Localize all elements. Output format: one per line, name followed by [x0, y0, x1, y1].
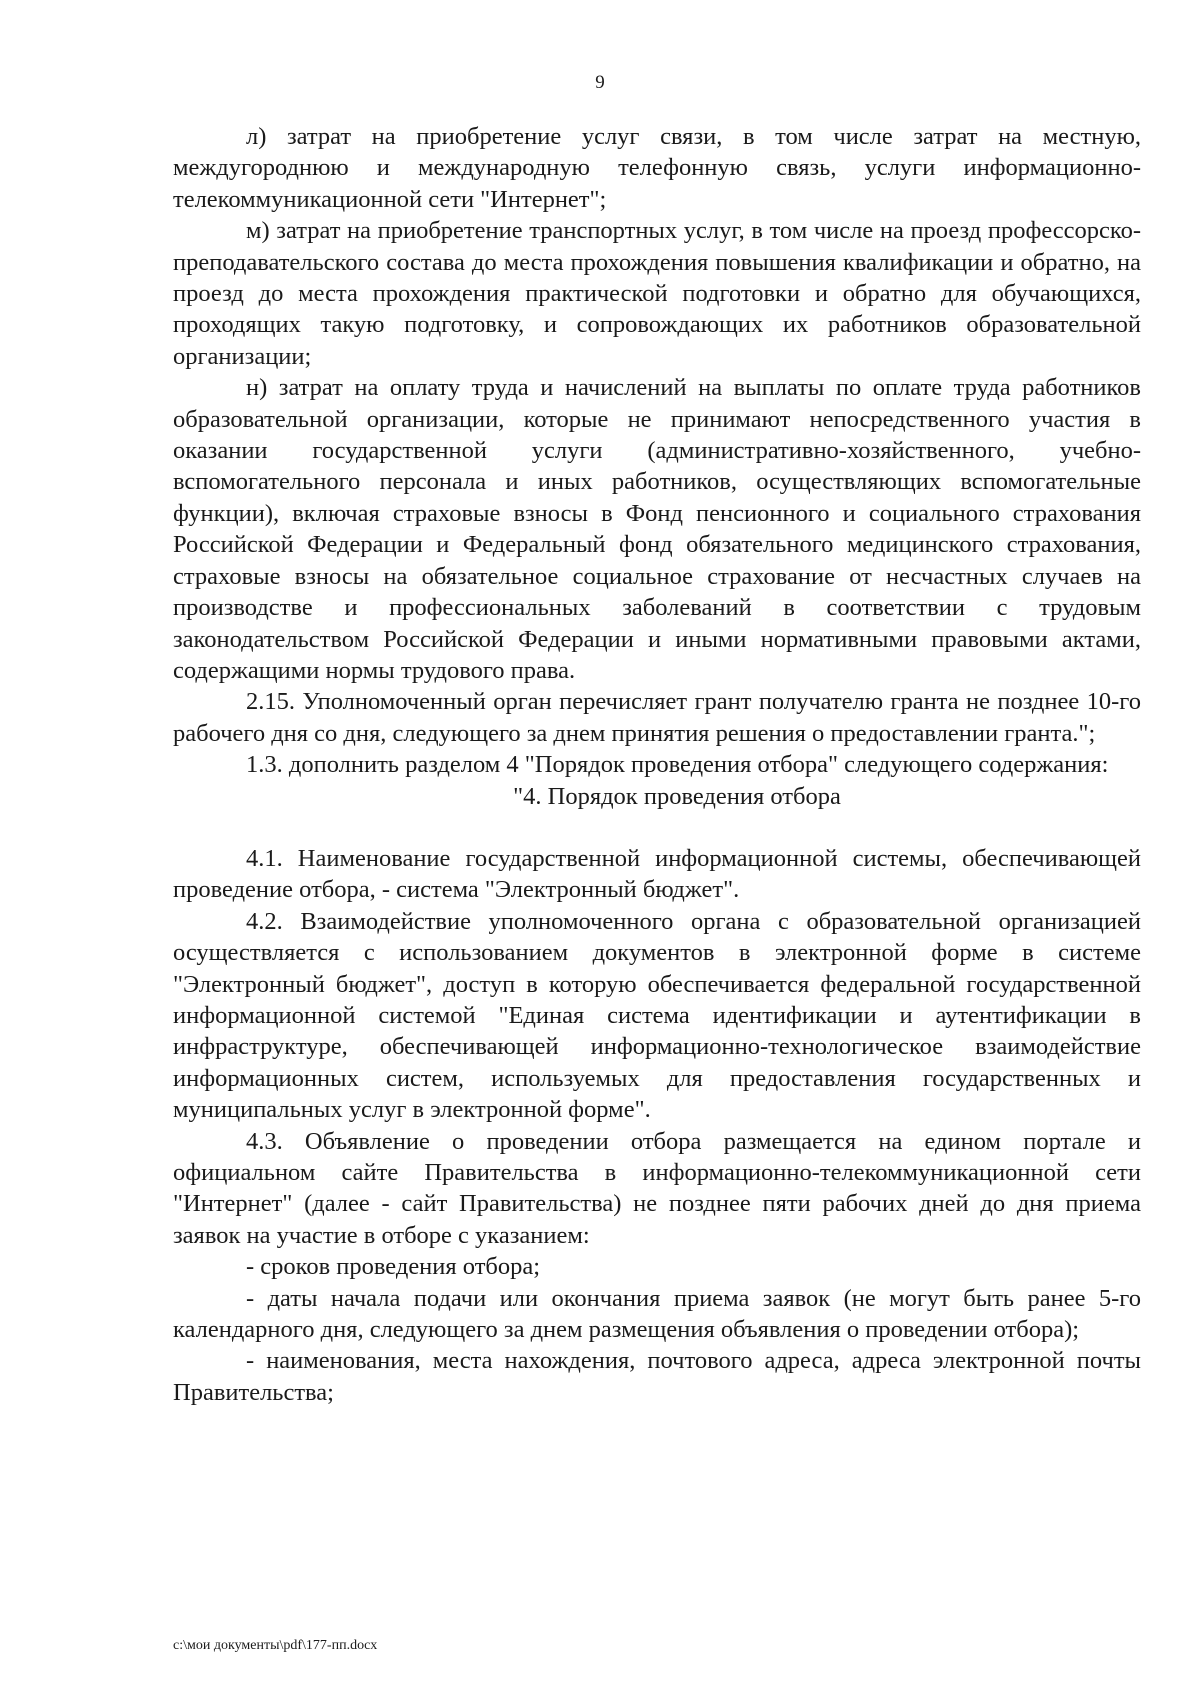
list-item-contacts: - наименования, места нахождения, почтового адреса, адреса электронной почты Правительства;	[173, 1347, 1141, 1406]
footer-file-path: c:\мои документы\pdf\177-пп.docx	[173, 1638, 378, 1653]
list-item-deadlines: - сроков проведения отбора;	[246, 1253, 541, 1281]
page-number: 9	[595, 72, 605, 93]
section-heading: "4. Порядок проведения отбора	[513, 782, 841, 810]
paragraph-item-m: м) затрат на приобретение транспортных услуг, в том числе на проезд профессорско-преподавательского состава до места прохождения повышения квалификации и обратно, на проезд до места прохождения практической подготовки и обратно для обучающихся, проходящих такую подготовку, и сопровождающих их работников образовательной организации;	[173, 217, 1141, 370]
list-item-dates: - даты начала подачи или окончания приема заявок (не могут быть ранее 5-го календарного дня, следующего за днем размещения объявления о проведении отбора);	[173, 1284, 1141, 1344]
paragraph-4-2: 4.2. Взаимодействие уполномоченного органа с образовательной организацией осуществляется с использованием документов в электронной форме в системе "Электронный бюджет", доступ в которую обеспечивается федеральной государственной информационной системой "Единая система идентификации и аутентификации в инфраструктуре, обеспечивающей информационно-технологическое взаимодействие информационных систем, используемых для предоставления государственных и муниципальных услуг в электронной форме".	[173, 907, 1141, 1124]
paragraph-4-1: 4.1. Наименование государственной информационной системы, обеспечивающей проведение отбора, - система "Электронный бюджет".	[173, 844, 1141, 904]
paragraph-item-l: л) затрат на приобретение услуг связи, в том числе затрат на местную, междугороднюю и международную телефонную связь, услуги информационно-телекоммуникационной сети "Интернет";	[173, 123, 1141, 213]
paragraph-4-3: 4.3. Объявление о проведении отбора размещается на едином портале и официальном сайте Правительства в информационно-телекоммуникационной сети "Интернет" (далее - сайт Правительства) не позднее пяти рабочих дней до дня приема заявок на участие в отборе с указанием:	[173, 1127, 1141, 1249]
paragraph-1-3: 1.3. дополнить разделом 4 "Порядок проведения отбора" следующего содержания:	[246, 751, 1109, 779]
paragraph-2-15: 2.15. Уполномоченный орган перечисляет грант получателю гранта не позднее 10-го рабочего дня со дня, следующего за днем принятия решения о предоставлении гранта.";	[173, 688, 1141, 747]
paragraph-item-n: н) затрат на оплату труда и начислений на выплаты по оплате труда работников образовательной организации, которые не принимают непосредственного участия в оказании государственной услуги (административно-хозяйственного, учебно-вспомогательного персонала и иных работников, осуществляющих вспомогательные функции), включая страховые взносы в Фонд пенсионного и социального страхования Российской Федерации и Федеральный фонд обязательного медицинского страхования, страховые взносы на обязательное социальное страхование от несчастных случаев на производстве и профессиональных заболеваний в соответствии с трудовым законодательством Российской Федерации и иными нормативными правовыми актами, содержащими нормы трудового права.	[173, 374, 1141, 684]
document-body	[173, 121, 1141, 1408]
